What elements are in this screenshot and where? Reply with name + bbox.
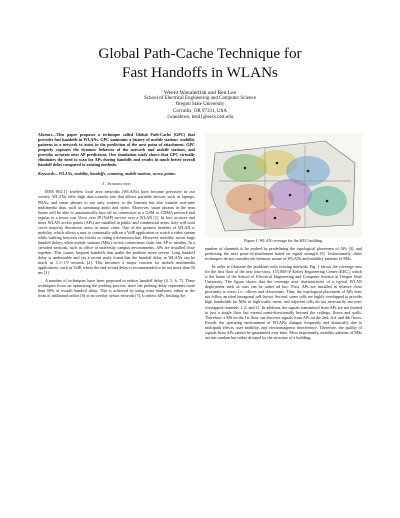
author-block [0, 90, 400, 121]
abstract-label: Abstract [38, 132, 53, 137]
section-heading-introduction [38, 181, 195, 186]
title-line-2: Fast Handoffs in WLANs [122, 64, 278, 81]
intro-paragraph-2: A number of techniques have been proposed to reduce handoff delay [4, 5, 6, 7]. These techniques focus on optimizing the probing process, since the probing delay represents more than 90% of overall handoff delay. This is achieved by using extra hardware, either in the form of additional radios [6] or an overlay sensor network [7], to detect APs, limiting the [38, 278, 195, 299]
university: Oregon State University [175, 102, 225, 108]
right-paragraph-2: In order to illustrate the problems with existing methods, Fig. 1 shows the coverage area for the first floor of the new four-story, 153,000-ft² Kelley Engineering Center (KEC), which is the home of the School of Electrical Engineering and Computer Science at Oregon State University. The figure shows that the coverage area characteristics of a typical WLAN deployment such as ours can be rather ad hoc. First, APs are installed in relative close proximity to users, i.e., offices and classrooms. Thus, the topological placement of APs does not follow an ideal hexagonal cell layout. Second, some cells are highly overlapped to provide high bandwidth for MSs in high traffic areas, and adjacent cells do not necessarily use non-overlapped channels 1, 6, and 11. In addition, the signals transmitted from APs are not limited to just a single floor but extend omni-directionally beyond the ceilings, floors and walls. Therefore, a MS on the 1st floor can discover signals from APs on the 2nd, 3rd, and 4th floors. Fourth, the operating environment of WLANs changes frequently and drastically due to multipath effects, user mobility, and electromagnetic interference. Therefore, the quality of signals from APs cannot be guaranteed over time. Most importantly, mobility patterns of MSs are not random but rather dictated by the structure of a building. [205, 264, 362, 340]
floor-plan-coverage-map [205, 133, 362, 237]
author-names: Weetit Wanalertlak and Ben Lee [163, 90, 237, 96]
abstract [38, 132, 195, 167]
section-number: I. [102, 181, 106, 187]
keywords: Keywords—WLANs, mobility, handoffs, scanning, mobile stations, access points. [38, 171, 176, 177]
figure-caption: Figure 1. WLAN coverage for the KEC building. [244, 238, 323, 243]
city: Corvallis, OR 97331, USA [172, 108, 228, 114]
intro-paragraph-1: IEEE 802.11 wireless local area networks (WLANs) have become pervasive in our society. WLANs offer high data transfer rate that allows portable devices such as laptops, PDAs, and smart phones to not only connect to the Internet but also transfer real-time multimedia data, such as streaming audio and video. Moreover, smart phones in the near future will be able to automatically turn off its connection to a GSM or CDMA network and regular to a lower cost Voice over IP (VoIP) service over a WLAN [1]. In fact, as more and more WLAN access points (APs) are installed in public and commercial areas, they will soon cover majority downtown areas in many cities. One of the greatest benefits of WLAN is mobility, which allows a user to continually talk on a VoIP application or watch a video stream while walking between city blocks or riding a downtown bus. However, mobility incurs large handoff delays when mobile stations (MSs) switch connections from one AP to another. In a crowded network, such as office or university campus environments, APs are installed close together. This causes frequent handoffs that make the problem more severe. Long handoff delay is undesirable and yet a recent study found that the handoff delay in WLANs can be much as 1.1~1.9 seconds [2]. This becomes a major concern for mobile multimedia applications, such as VoIP, where the end-to-end delay is recommended to be not more than 50 ms [3]. [38, 189, 195, 276]
abstract-text: —This paper proposes a technique called Global Path-Cache (GPC) that provides fast handoffs in WLANs. GPC maintains a history of mobile stations' mobility patterns in a network to assist in the prediction of the next point of attachment. GPC properly captures the dynamic behavior of the network and mobile stations, and provides accurate next AP predictions. Our simulation study shows that GPC virtually eliminates the need to scan for APs during handoffs and results in much better overall handoff delay compared to existing methods. [38, 132, 195, 168]
paper-title [0, 44, 400, 82]
right-paragraph-1: number of channels to be probed by predefining the topological placement of APs [4], and predicting the next point-of-attachment based on signal strength [5]. Unfortunately, these techniques do not consider the dynamic nature of WLANs and mobility patterns of MSs. [205, 246, 362, 262]
figure-wlan-coverage [205, 133, 362, 237]
title-line-1: Global Path-Cache Technique for [98, 45, 302, 62]
emails: {wanalewe, benl}@eecs.orst.edu [166, 114, 234, 120]
section-title: Introduction [107, 181, 131, 187]
department: School of Electrical Engineering and Computer Science [144, 96, 256, 102]
right-column [205, 246, 362, 343]
left-column [38, 132, 195, 301]
